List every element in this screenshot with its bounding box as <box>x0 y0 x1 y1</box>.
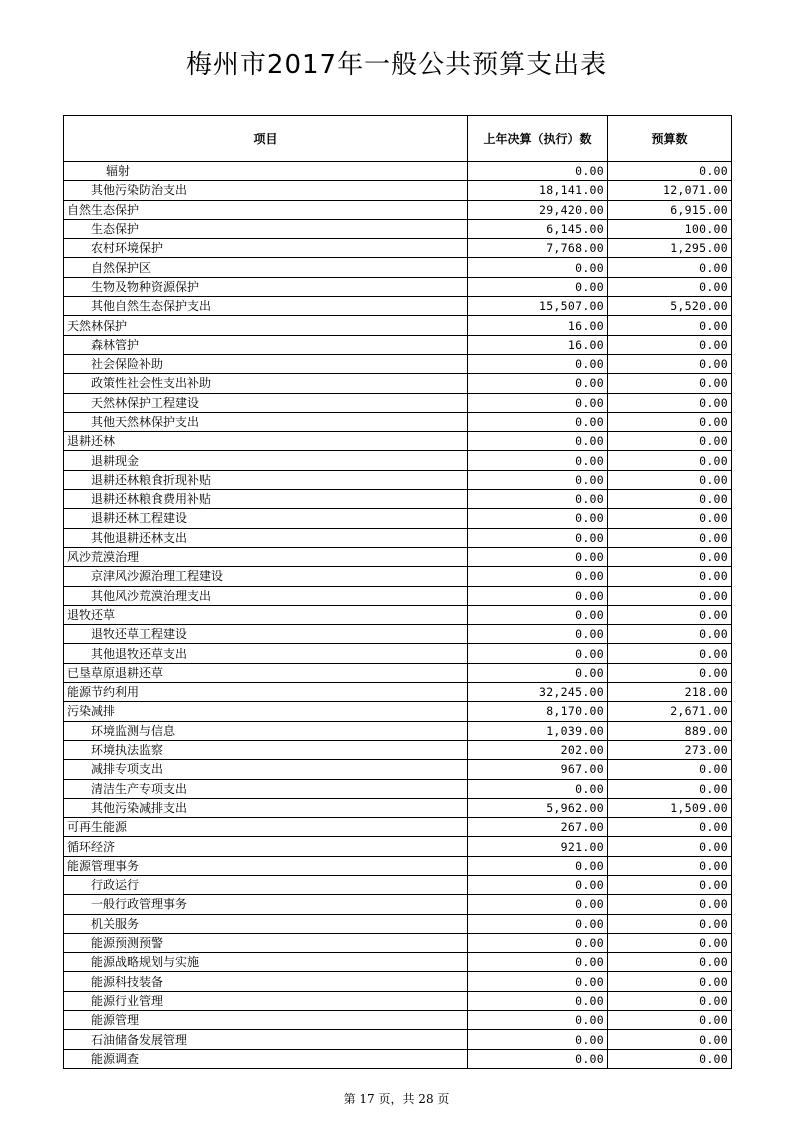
row-budget-value: 0.00 <box>608 760 732 779</box>
row-item-name: 生态保护 <box>64 219 468 238</box>
row-prev-year-value: 15,507.00 <box>468 297 608 316</box>
header-item: 项目 <box>64 116 468 162</box>
row-item-name: 天然林保护工程建设 <box>64 393 468 412</box>
row-prev-year-value: 0.00 <box>468 412 608 431</box>
row-budget-value: 0.00 <box>608 374 732 393</box>
table-row <box>64 509 732 528</box>
header-prev-year: 上年决算（执行）数 <box>468 116 608 162</box>
row-budget-value: 0.00 <box>608 316 732 335</box>
table-row <box>64 760 732 779</box>
row-budget-value: 0.00 <box>608 490 732 509</box>
row-item-name: 自然生态保护 <box>64 200 468 219</box>
row-prev-year-value: 202.00 <box>468 740 608 759</box>
row-prev-year-value: 0.00 <box>468 663 608 682</box>
row-item-name: 退耕还林 <box>64 432 468 451</box>
table-row <box>64 335 732 354</box>
row-prev-year-value: 0.00 <box>468 972 608 991</box>
row-item-name: 能源调查 <box>64 1049 468 1068</box>
row-prev-year-value: 0.00 <box>468 895 608 914</box>
table-row <box>64 162 732 181</box>
row-budget-value: 0.00 <box>608 567 732 586</box>
table-row <box>64 683 732 702</box>
row-budget-value: 0.00 <box>608 837 732 856</box>
row-prev-year-value: 5,962.00 <box>468 798 608 817</box>
row-item-name: 行政运行 <box>64 875 468 894</box>
table-row <box>64 316 732 335</box>
table-row <box>64 528 732 547</box>
row-prev-year-value: 0.00 <box>468 991 608 1010</box>
row-prev-year-value: 0.00 <box>468 258 608 277</box>
row-item-name: 石油储备发展管理 <box>64 1030 468 1049</box>
row-prev-year-value: 0.00 <box>468 1011 608 1030</box>
row-item-name: 其他污染减排支出 <box>64 798 468 817</box>
row-item-name: 风沙荒漠治理 <box>64 547 468 566</box>
row-budget-value: 0.00 <box>608 586 732 605</box>
row-item-name: 生物及物种资源保护 <box>64 277 468 296</box>
budget-table-container <box>63 115 731 1069</box>
row-item-name: 农村环境保护 <box>64 239 468 258</box>
row-budget-value: 0.00 <box>608 432 732 451</box>
table-row <box>64 837 732 856</box>
row-budget-value: 0.00 <box>608 277 732 296</box>
table-row <box>64 432 732 451</box>
row-budget-value: 273.00 <box>608 740 732 759</box>
row-budget-value: 0.00 <box>608 451 732 470</box>
table-row <box>64 239 732 258</box>
row-item-name: 能源行业管理 <box>64 991 468 1010</box>
table-row <box>64 644 732 663</box>
table-row <box>64 914 732 933</box>
row-item-name: 能源管理事务 <box>64 856 468 875</box>
row-budget-value: 0.00 <box>608 1049 732 1068</box>
row-budget-value: 0.00 <box>608 625 732 644</box>
table-row <box>64 1030 732 1049</box>
table-row <box>64 895 732 914</box>
table-row <box>64 490 732 509</box>
row-item-name: 能源战略规划与实施 <box>64 953 468 972</box>
row-item-name: 能源预测预警 <box>64 933 468 952</box>
row-prev-year-value: 267.00 <box>468 818 608 837</box>
row-prev-year-value: 0.00 <box>468 374 608 393</box>
row-prev-year-value: 0.00 <box>468 856 608 875</box>
row-budget-value: 0.00 <box>608 412 732 431</box>
row-budget-value: 0.00 <box>608 875 732 894</box>
row-prev-year-value: 0.00 <box>468 432 608 451</box>
row-prev-year-value: 8,170.00 <box>468 702 608 721</box>
row-budget-value: 6,915.00 <box>608 200 732 219</box>
row-prev-year-value: 0.00 <box>468 162 608 181</box>
row-item-name: 一般行政管理事务 <box>64 895 468 914</box>
page-footer: 第 17 页，共 28 页 <box>343 1092 450 1106</box>
table-row <box>64 605 732 624</box>
row-prev-year-value: 0.00 <box>468 644 608 663</box>
table-row <box>64 663 732 682</box>
table-row <box>64 412 732 431</box>
row-budget-value: 1,295.00 <box>608 239 732 258</box>
row-item-name: 退牧还草 <box>64 605 468 624</box>
table-row <box>64 953 732 972</box>
row-prev-year-value: 0.00 <box>468 354 608 373</box>
table-row <box>64 779 732 798</box>
row-item-name: 退耕还林粮食费用补贴 <box>64 490 468 509</box>
table-row <box>64 721 732 740</box>
table-row <box>64 875 732 894</box>
row-prev-year-value: 967.00 <box>468 760 608 779</box>
row-item-name: 清洁生产专项支出 <box>64 779 468 798</box>
table-row <box>64 991 732 1010</box>
row-budget-value: 0.00 <box>608 914 732 933</box>
row-item-name: 环境监测与信息 <box>64 721 468 740</box>
row-budget-value: 0.00 <box>608 818 732 837</box>
row-item-name: 退耕还林工程建设 <box>64 509 468 528</box>
row-budget-value: 2,671.00 <box>608 702 732 721</box>
row-budget-value: 0.00 <box>608 644 732 663</box>
row-prev-year-value: 32,245.00 <box>468 683 608 702</box>
table-body <box>64 162 732 1069</box>
row-prev-year-value: 921.00 <box>468 837 608 856</box>
row-prev-year-value: 1,039.00 <box>468 721 608 740</box>
row-item-name: 能源管理 <box>64 1011 468 1030</box>
row-budget-value: 218.00 <box>608 683 732 702</box>
row-item-name: 机关服务 <box>64 914 468 933</box>
row-prev-year-value: 0.00 <box>468 1049 608 1068</box>
row-prev-year-value: 0.00 <box>468 470 608 489</box>
table-row <box>64 181 732 200</box>
row-item-name: 循环经济 <box>64 837 468 856</box>
row-budget-value: 100.00 <box>608 219 732 238</box>
page-title: 梅州市2017年一般公共预算支出表 <box>185 50 608 80</box>
row-item-name: 其他污染防治支出 <box>64 181 468 200</box>
row-item-name: 其他天然林保护支出 <box>64 412 468 431</box>
row-prev-year-value: 6,145.00 <box>468 219 608 238</box>
row-prev-year-value: 0.00 <box>468 528 608 547</box>
table-header-row <box>64 116 732 162</box>
row-prev-year-value: 0.00 <box>468 1030 608 1049</box>
row-item-name: 社会保险补助 <box>64 354 468 373</box>
row-item-name: 能源节约利用 <box>64 683 468 702</box>
row-prev-year-value: 0.00 <box>468 277 608 296</box>
budget-table <box>63 115 732 1069</box>
row-budget-value: 1,509.00 <box>608 798 732 817</box>
row-item-name: 可再生能源 <box>64 818 468 837</box>
row-budget-value: 0.00 <box>608 335 732 354</box>
row-budget-value: 0.00 <box>608 856 732 875</box>
table-row <box>64 933 732 952</box>
row-budget-value: 0.00 <box>608 509 732 528</box>
row-item-name: 森林管护 <box>64 335 468 354</box>
row-prev-year-value: 0.00 <box>468 875 608 894</box>
table-row <box>64 200 732 219</box>
row-budget-value: 0.00 <box>608 972 732 991</box>
row-prev-year-value: 0.00 <box>468 451 608 470</box>
row-budget-value: 0.00 <box>608 953 732 972</box>
row-budget-value: 0.00 <box>608 991 732 1010</box>
row-prev-year-value: 7,768.00 <box>468 239 608 258</box>
row-prev-year-value: 0.00 <box>468 547 608 566</box>
row-item-name: 能源科技装备 <box>64 972 468 991</box>
row-prev-year-value: 29,420.00 <box>468 200 608 219</box>
row-prev-year-value: 0.00 <box>468 509 608 528</box>
row-budget-value: 889.00 <box>608 721 732 740</box>
table-row <box>64 567 732 586</box>
row-item-name: 政策性社会性支出补助 <box>64 374 468 393</box>
table-row <box>64 297 732 316</box>
row-item-name: 环境执法监察 <box>64 740 468 759</box>
row-prev-year-value: 0.00 <box>468 779 608 798</box>
table-row <box>64 1011 732 1030</box>
table-row <box>64 586 732 605</box>
table-row <box>64 258 732 277</box>
row-prev-year-value: 0.00 <box>468 490 608 509</box>
table-row <box>64 1049 732 1068</box>
row-item-name: 其他风沙荒漠治理支出 <box>64 586 468 605</box>
table-row <box>64 625 732 644</box>
row-item-name: 污染减排 <box>64 702 468 721</box>
row-budget-value: 0.00 <box>608 528 732 547</box>
row-item-name: 其他退耕还林支出 <box>64 528 468 547</box>
row-budget-value: 0.00 <box>608 470 732 489</box>
row-item-name: 其他退牧还草支出 <box>64 644 468 663</box>
row-item-name: 退耕还林粮食折现补贴 <box>64 470 468 489</box>
row-budget-value: 0.00 <box>608 1030 732 1049</box>
table-row <box>64 354 732 373</box>
row-budget-value: 0.00 <box>608 258 732 277</box>
row-item-name: 已垦草原退耕还草 <box>64 663 468 682</box>
table-row <box>64 702 732 721</box>
row-prev-year-value: 0.00 <box>468 605 608 624</box>
table-row <box>64 856 732 875</box>
row-budget-value: 0.00 <box>608 605 732 624</box>
row-budget-value: 0.00 <box>608 933 732 952</box>
row-budget-value: 0.00 <box>608 354 732 373</box>
row-prev-year-value: 0.00 <box>468 625 608 644</box>
table-row <box>64 740 732 759</box>
table-row <box>64 798 732 817</box>
row-prev-year-value: 0.00 <box>468 933 608 952</box>
row-budget-value: 12,071.00 <box>608 181 732 200</box>
row-item-name: 辐射 <box>64 162 468 181</box>
table-row <box>64 972 732 991</box>
table-row <box>64 451 732 470</box>
row-prev-year-value: 16.00 <box>468 316 608 335</box>
row-item-name: 天然林保护 <box>64 316 468 335</box>
row-prev-year-value: 0.00 <box>468 953 608 972</box>
table-row <box>64 277 732 296</box>
row-item-name: 退耕现金 <box>64 451 468 470</box>
row-prev-year-value: 0.00 <box>468 586 608 605</box>
row-prev-year-value: 18,141.00 <box>468 181 608 200</box>
row-budget-value: 0.00 <box>608 547 732 566</box>
row-budget-value: 0.00 <box>608 779 732 798</box>
row-budget-value: 0.00 <box>608 895 732 914</box>
row-budget-value: 0.00 <box>608 663 732 682</box>
table-row <box>64 547 732 566</box>
table-row <box>64 393 732 412</box>
row-prev-year-value: 16.00 <box>468 335 608 354</box>
table-row <box>64 374 732 393</box>
row-prev-year-value: 0.00 <box>468 393 608 412</box>
header-budget: 预算数 <box>608 116 732 162</box>
row-item-name: 自然保护区 <box>64 258 468 277</box>
row-item-name: 减排专项支出 <box>64 760 468 779</box>
row-prev-year-value: 0.00 <box>468 914 608 933</box>
row-budget-value: 0.00 <box>608 1011 732 1030</box>
table-row <box>64 219 732 238</box>
row-budget-value: 0.00 <box>608 162 732 181</box>
table-row <box>64 470 732 489</box>
row-prev-year-value: 0.00 <box>468 567 608 586</box>
row-budget-value: 5,520.00 <box>608 297 732 316</box>
row-item-name: 退牧还草工程建设 <box>64 625 468 644</box>
row-item-name: 京津风沙源治理工程建设 <box>64 567 468 586</box>
table-row <box>64 818 732 837</box>
row-budget-value: 0.00 <box>608 393 732 412</box>
row-item-name: 其他自然生态保护支出 <box>64 297 468 316</box>
